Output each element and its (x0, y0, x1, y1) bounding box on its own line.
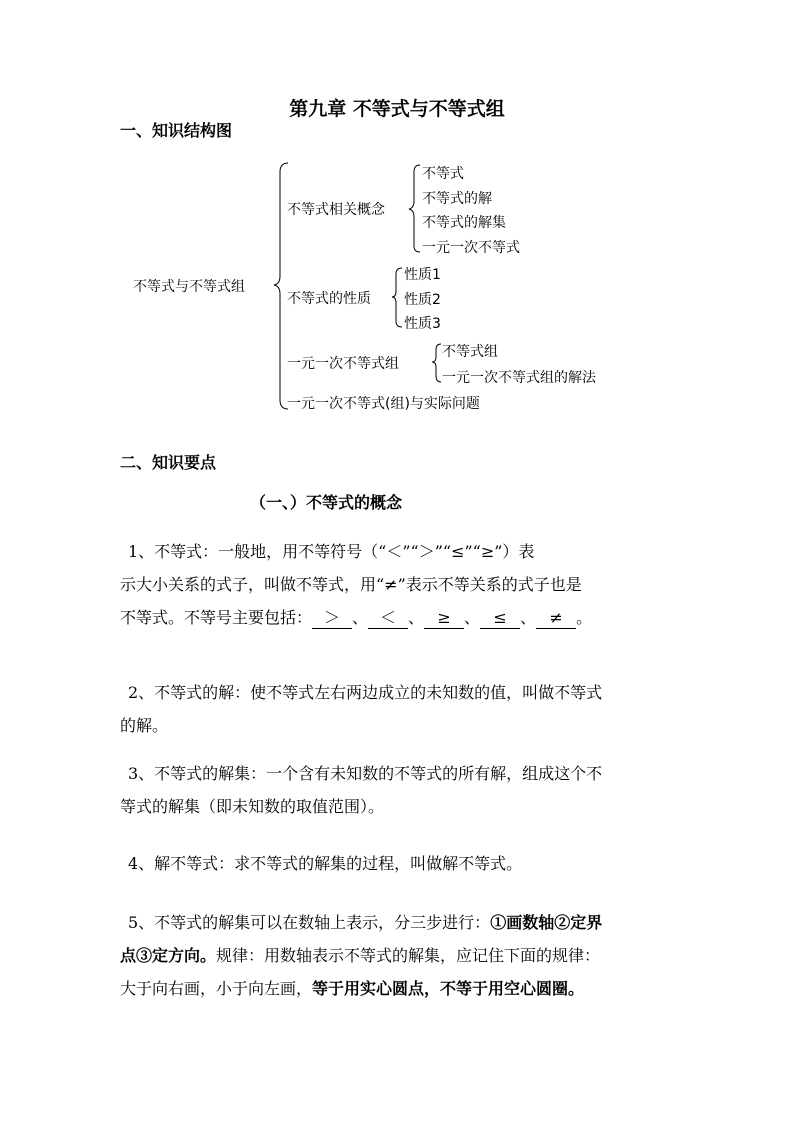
text-span: 规律：用数轴表示不等式的解集，应记住下面的规律： (216, 946, 601, 965)
section-heading-structure: 一、知识结构图 (120, 121, 233, 140)
fill-blank: ≤ (480, 608, 520, 629)
separator: 、 (352, 608, 369, 627)
text-line: 4、解不等式：求不等式的解集的过程，叫做解不等式。 (128, 854, 523, 873)
section-heading-key-points: 二、知识要点 (120, 453, 217, 472)
text-span: 大于向右画，小于向左画， (120, 979, 313, 998)
page-title: 第九章 不等式与不等式组 (289, 98, 505, 120)
tree-branch-applications: 一元一次不等式(组)与实际问题 (287, 396, 480, 412)
separator: 、 (520, 608, 537, 627)
text-span: 。 (576, 608, 593, 627)
fill-blank: ≠ (536, 608, 576, 629)
fill-blank: ≥ (424, 608, 464, 629)
tree-branch-concepts: 不等式相关概念 (287, 202, 385, 218)
b3-brace (432, 344, 441, 382)
tree-leaf: 一元一次不等式组的解法 (442, 370, 596, 386)
tree-root: 不等式与不等式组 (133, 279, 245, 295)
tree-branch-properties: 不等式的性质 (287, 291, 371, 307)
text-line: 2、不等式的解：使不等式左右两边成立的未知数的值，叫做不等式 (128, 683, 603, 702)
paragraph-1 (120, 535, 680, 634)
text-line (120, 601, 680, 634)
tree-leaf: 性质3 (404, 316, 441, 332)
subsection-heading: （一、）不等式的概念 (250, 493, 403, 512)
tree-leaf: 性质1 (404, 267, 441, 283)
text-line (120, 906, 680, 939)
b2-brace (392, 268, 402, 327)
text-span: 不等式。不等号主要包括： (120, 608, 313, 627)
text-span: 5、不等式的解集可以在数轴上表示，分三步进行： (128, 913, 491, 932)
tree-leaf: 一元一次不等式 (422, 240, 520, 256)
tree-leaf: 不等式的解 (422, 191, 492, 207)
tree-leaf: 不等式的解集 (422, 215, 506, 231)
main-brace (274, 163, 288, 409)
bold-text: 等于用实心圆点，不等于用空心圆圈。 (312, 979, 585, 998)
bold-text: 点③定方向。 (120, 946, 217, 965)
text-line: 示大小关系的式子，叫做不等式，用“≠”表示不等关系的式子也是 (120, 575, 582, 594)
paragraph-2 (120, 676, 680, 742)
text-line: 的解。 (120, 716, 169, 735)
separator: 、 (464, 608, 481, 627)
text-line (120, 972, 680, 1005)
fill-blank: ＞ (312, 608, 352, 629)
tree-leaf: 不等式 (422, 166, 464, 182)
tree-branch-system: 一元一次不等式组 (287, 356, 399, 372)
bold-text: ①画数轴②定界 (490, 913, 603, 932)
text-line (120, 939, 680, 972)
text-line: 1、不等式：一般地，用不等符号（“＜”“＞”“≤”“≥”）表 (128, 542, 535, 561)
b1-brace (409, 165, 420, 252)
separator: 、 (408, 608, 425, 627)
fill-blank: ＜ (368, 608, 408, 629)
tree-leaf: 不等式组 (442, 344, 498, 360)
paragraph-5 (120, 906, 680, 1005)
text-line: 3、不等式的解集：一个含有未知数的不等式的所有解，组成这个不 (128, 764, 603, 783)
paragraph-3 (120, 757, 680, 823)
paragraph-4 (120, 847, 680, 880)
text-line: 等式的解集（即未知数的取值范围）。 (120, 797, 385, 816)
tree-leaf: 性质2 (404, 292, 441, 308)
